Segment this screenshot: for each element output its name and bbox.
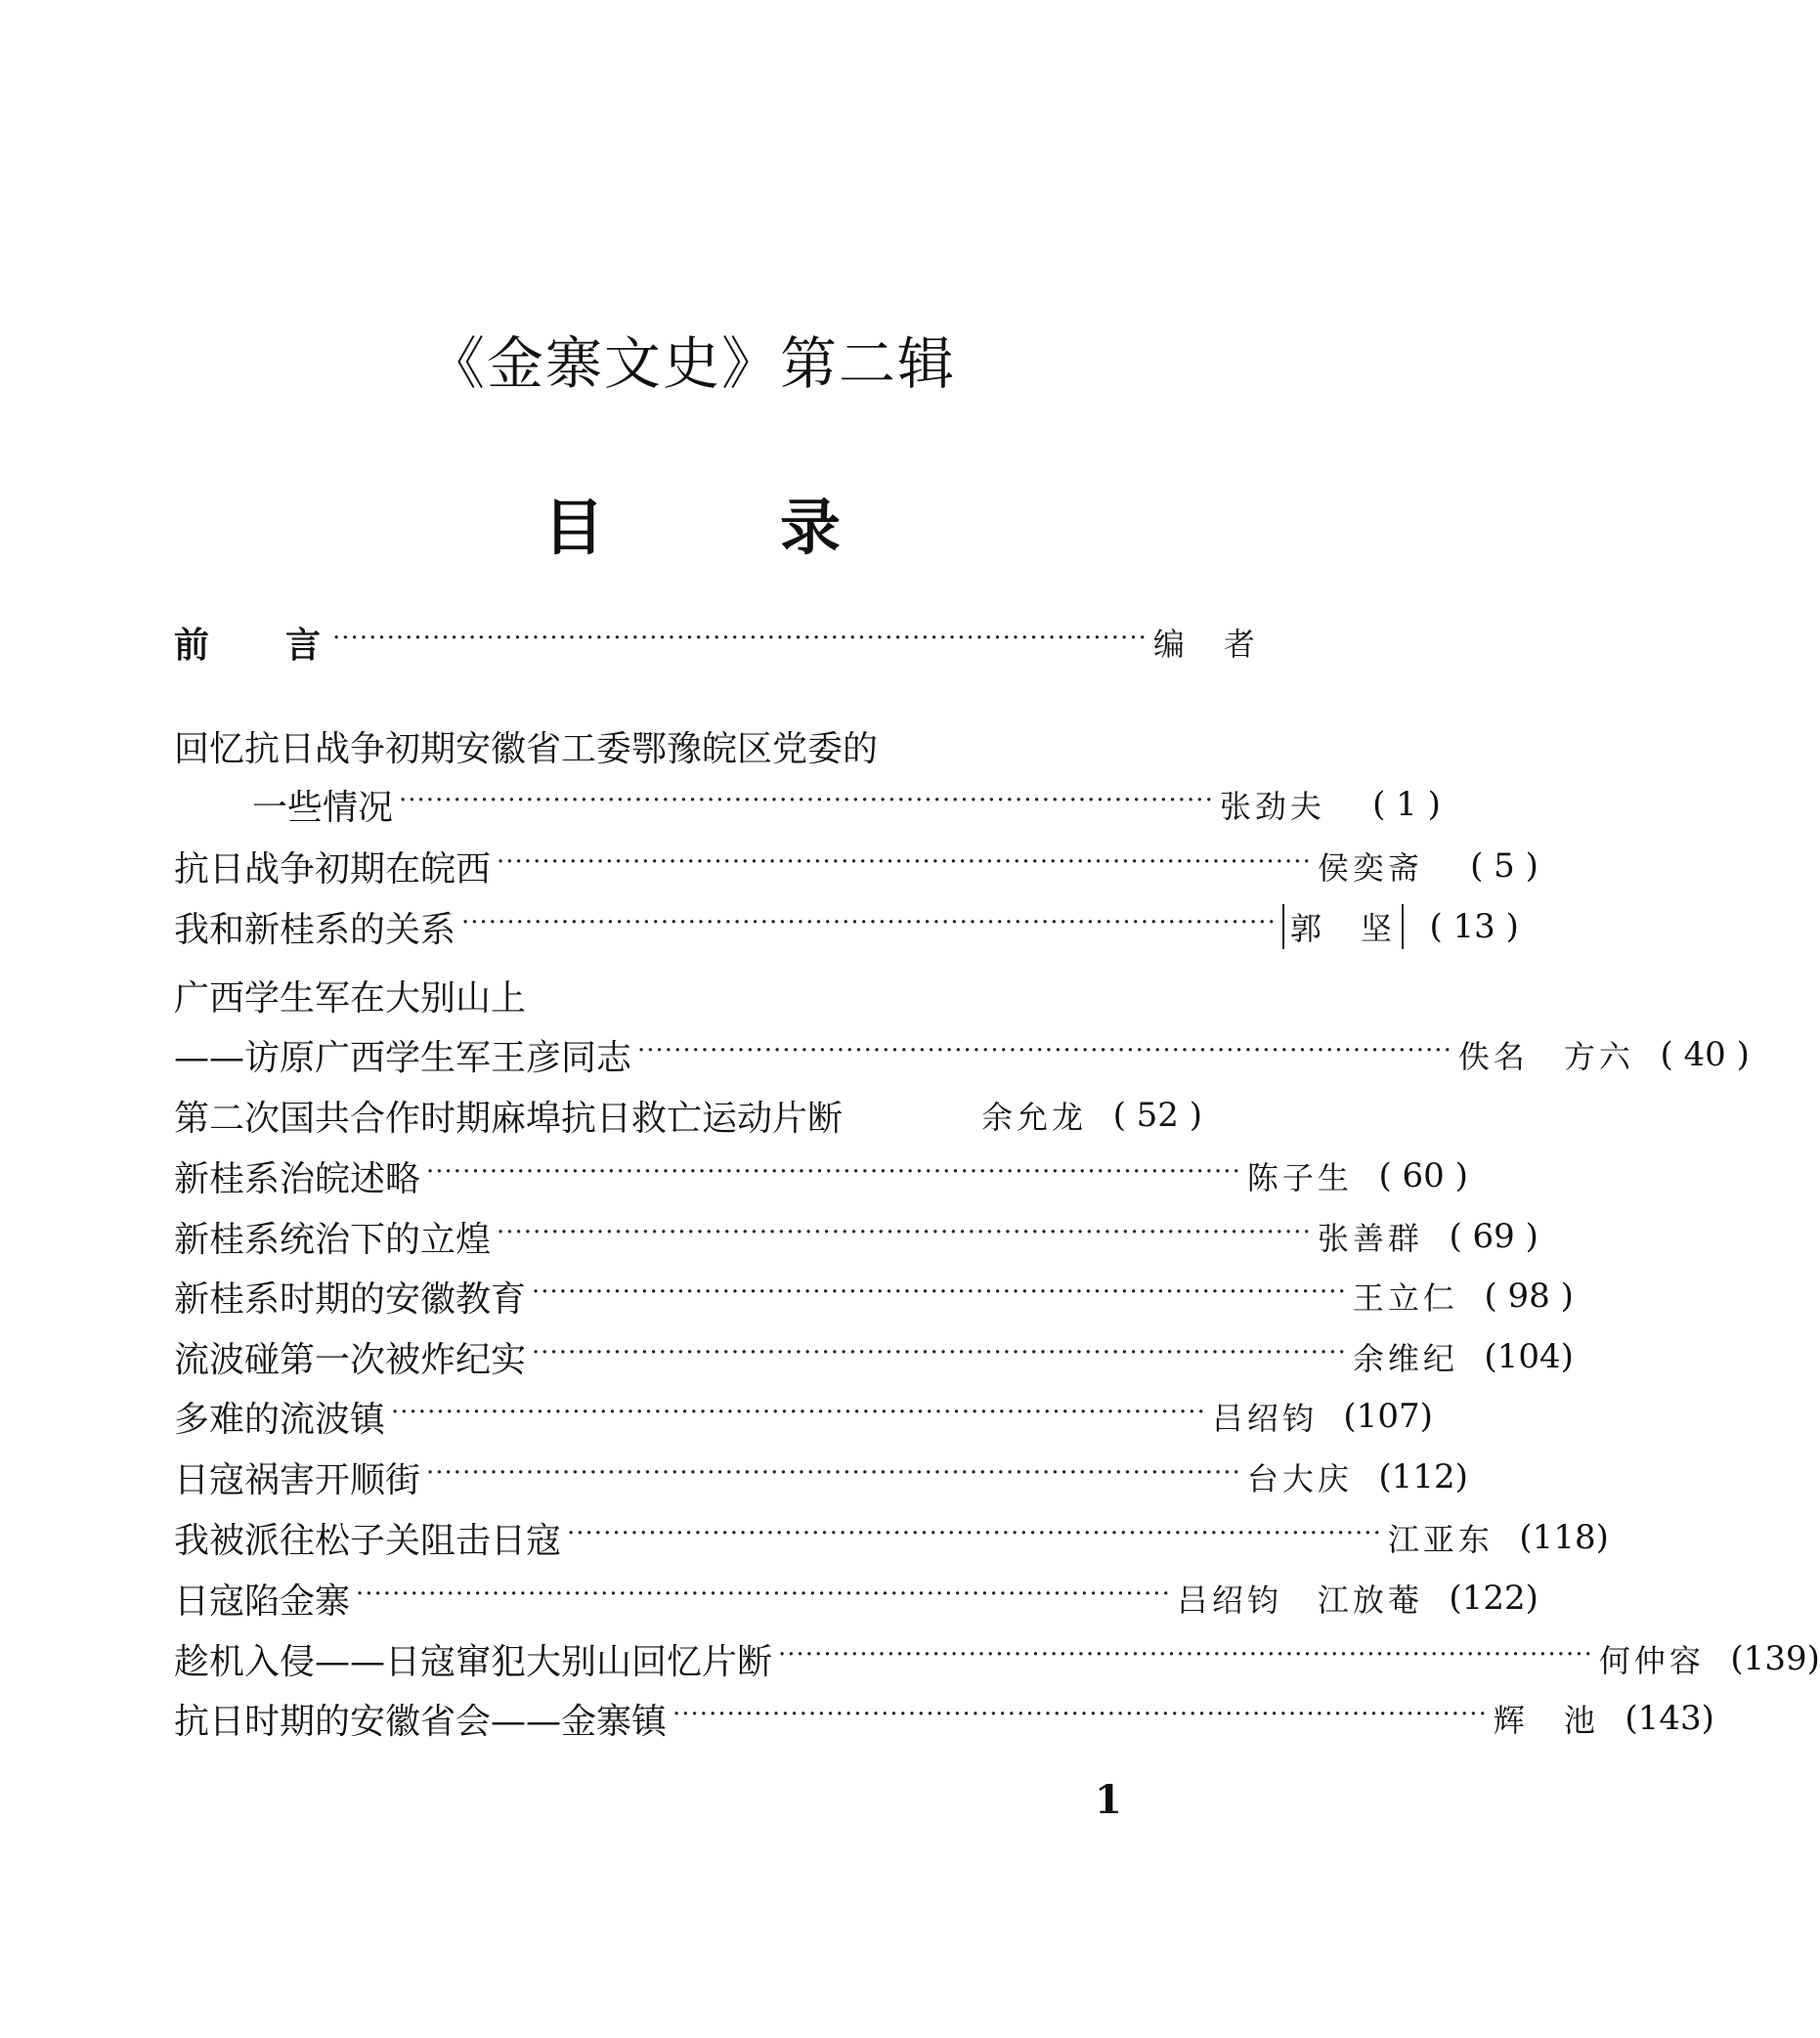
toc-entry[interactable] [174, 1332, 1574, 1381]
entry-author: 余维纪 [1352, 1340, 1458, 1377]
entry-author: 佚名 方六 [1457, 1038, 1634, 1075]
entry-title: 多难的流波镇 [174, 1399, 386, 1440]
entry-page: (143) [1625, 1699, 1714, 1738]
entry-title: 我和新桂系的关系 [174, 909, 456, 950]
entry-title: 广西学生军在大别山上 [174, 977, 527, 1019]
toc-entry-preface[interactable] [174, 618, 1259, 667]
toc-entry[interactable] [174, 1694, 1714, 1743]
toc-entry[interactable] [174, 721, 878, 770]
toc-heading-char-right: 录 [780, 492, 842, 563]
preface-title: 前 言 [174, 624, 327, 666]
toc-entry[interactable] [174, 1091, 1202, 1140]
entry-page: (112) [1378, 1457, 1468, 1496]
leader-dots: ·························································································· [532, 1338, 1347, 1367]
toc-entry[interactable] [174, 971, 526, 1019]
toc-entry[interactable] [174, 1212, 1538, 1261]
toc-heading-char-left: 目 [543, 492, 605, 563]
toc-entry[interactable] [174, 902, 1519, 951]
leader-dots: ·························································································· [497, 1218, 1312, 1247]
leader-dots: ·························································································· [426, 1157, 1241, 1187]
entry-page: ( 98 ) [1484, 1277, 1574, 1316]
entry-title: ——访原广西学生军王彦同志 [174, 1037, 632, 1078]
leader-dots: ·························································································· [332, 624, 1148, 653]
leader-dots: ·························································································· [637, 1036, 1452, 1065]
entry-author: 王立仁 [1352, 1279, 1458, 1317]
series-title: 《金寨文史》第二辑 [427, 330, 956, 397]
entry-page: ( 5 ) [1470, 846, 1538, 886]
entry-title: 趁机入侵——日寇窜犯大别山回忆片断 [174, 1641, 773, 1682]
leader-dots: ·························································································· [672, 1700, 1488, 1729]
entry-title: 新桂系统治下的立煌 [174, 1219, 492, 1260]
entry-author: 余允龙 [980, 1099, 1087, 1136]
entry-author: 编 者 [1152, 626, 1259, 663]
entry-author: 何仲容 [1598, 1642, 1705, 1679]
leader-dots: ·························································································· [426, 1458, 1241, 1488]
leader-dots: ·························································································· [567, 1519, 1382, 1548]
toc-entry[interactable] [252, 780, 1441, 829]
leader-dots: ·························································································· [532, 1278, 1347, 1307]
entry-author: 吕绍钧 江放菴 [1176, 1582, 1423, 1619]
entry-title: 抗日时期的安徽省会——金寨镇 [174, 1701, 668, 1742]
entry-title: 新桂系治皖述略 [174, 1158, 421, 1199]
entry-title: 抗日战争初期在皖西 [174, 848, 492, 889]
entry-page: (118) [1519, 1518, 1609, 1557]
toc-entry[interactable] [174, 1634, 1820, 1683]
toc-entry[interactable] [174, 1513, 1609, 1562]
entry-title: 流波碰第一次被炸纪实 [174, 1339, 527, 1380]
toc-entry[interactable] [174, 1574, 1538, 1623]
entry-page: ( 40 ) [1660, 1035, 1750, 1074]
entry-page: ( 69 ) [1449, 1217, 1538, 1256]
entry-title: 第二次国共合作时期麻埠抗日救亡运动片断 [174, 1098, 844, 1139]
leader-dots: ·························································································· [461, 908, 1277, 937]
leader-dots: ·························································································· [778, 1640, 1593, 1669]
toc-entry[interactable] [174, 1272, 1574, 1321]
toc-entry[interactable] [174, 1453, 1468, 1501]
entry-page: ( 60 ) [1378, 1156, 1468, 1195]
entry-page: (104) [1484, 1337, 1574, 1376]
entry-author: 陈子生 [1246, 1159, 1353, 1196]
entry-title: 一些情况 [252, 787, 394, 828]
entry-page: ( 52 ) [1112, 1096, 1202, 1135]
entry-author: 辉 池 [1493, 1702, 1599, 1739]
toc-entry[interactable] [174, 1151, 1468, 1200]
leader-dots: ·························································································· [399, 786, 1214, 815]
entry-author: 张善群 [1317, 1220, 1423, 1257]
entry-author: 侯奕斋 [1317, 849, 1423, 887]
entry-page: (139) [1730, 1639, 1820, 1678]
toc-entry[interactable] [174, 1392, 1433, 1441]
entry-page: ( 13 ) [1429, 907, 1519, 946]
entry-author: 吕绍钧 [1211, 1400, 1318, 1437]
entry-author: 张劲夫 [1219, 788, 1325, 825]
page-number: 1 [1095, 1777, 1122, 1823]
leader-dots: ·························································································· [497, 847, 1312, 877]
entry-title: 回忆抗日战争初期安徽省工委鄂豫皖区党委的 [174, 728, 879, 769]
entry-author: 江亚东 [1387, 1521, 1494, 1558]
toc-entry[interactable] [174, 842, 1538, 890]
entry-author: 台大庆 [1246, 1460, 1353, 1497]
toc-entry[interactable] [174, 1030, 1750, 1079]
entry-title: 日寇陷金寨 [174, 1581, 351, 1622]
leader-dots: ·························································································· [391, 1398, 1206, 1427]
entry-page: (107) [1343, 1397, 1433, 1436]
entry-title: 我被派往松子关阻击日寇 [174, 1520, 562, 1561]
entry-page: (122) [1449, 1579, 1538, 1618]
entry-page: ( 1 ) [1372, 785, 1441, 824]
entry-title: 日寇祸害开顺街 [174, 1459, 421, 1500]
entry-author: 郭 坚 [1282, 904, 1404, 949]
leader-dots: ·························································································· [356, 1580, 1171, 1609]
entry-title: 新桂系时期的安徽教育 [174, 1279, 527, 1320]
